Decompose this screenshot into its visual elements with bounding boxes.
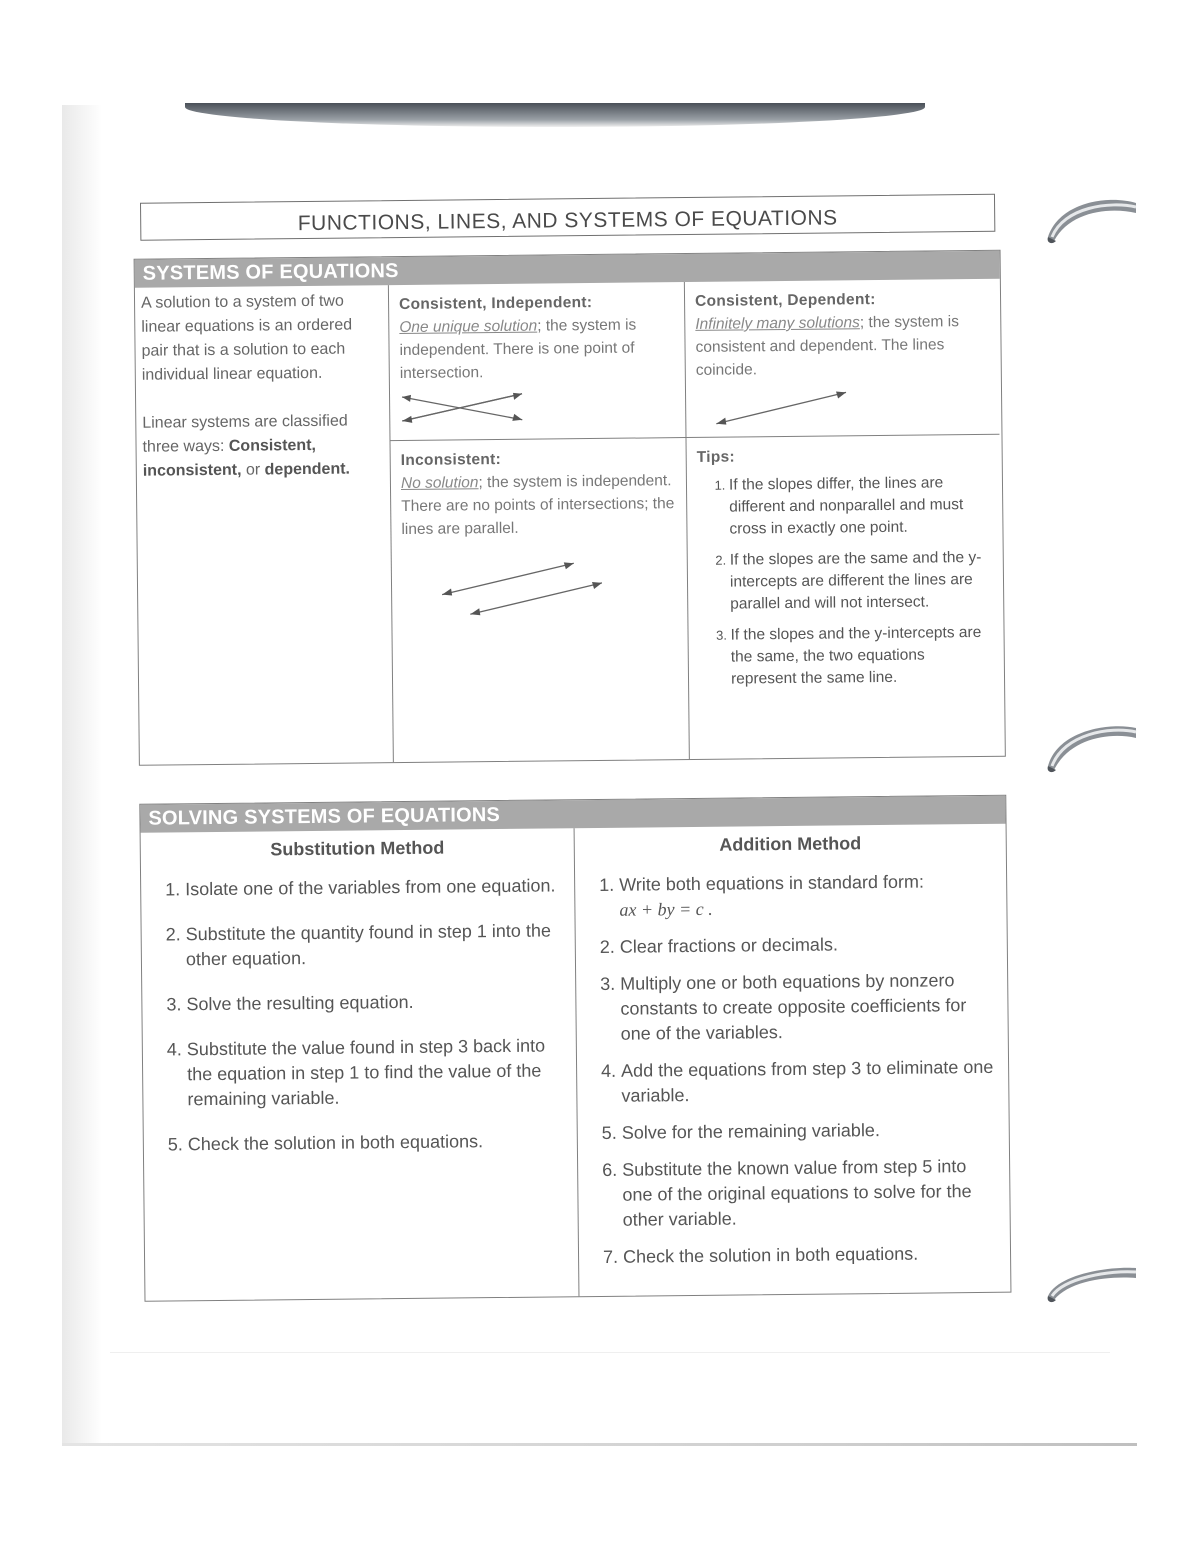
step-item: 5. Solve for the remaining variable.	[622, 1117, 997, 1146]
step-item: 6. Substitute the known value from step 5 into one of the original equations to solve for the other variable.	[622, 1154, 998, 1233]
addition-method-column	[574, 824, 1011, 1296]
tips-cell	[685, 434, 1002, 759]
substitution-steps	[153, 873, 565, 1157]
solving-systems-section	[139, 795, 1011, 1302]
substitution-method-column	[141, 828, 579, 1301]
underlined-term: No solution	[400, 474, 479, 493]
cell-text	[695, 310, 989, 382]
underlined-term: One unique solution	[399, 317, 538, 337]
consistent-independent-cell	[388, 282, 686, 440]
binder-top-edge	[185, 103, 925, 127]
cell-header: Consistent, Independent:	[398, 294, 593, 314]
underlined-term: Infinitely many solutions	[695, 314, 860, 333]
classification-bold: Consistent, inconsistent,	[142, 436, 317, 480]
cell-description: ; the system is independent. There is one point of intersection.	[399, 316, 637, 383]
faint-rule	[110, 1352, 1110, 1353]
cell-header: Consistent, Dependent:	[694, 291, 876, 310]
method-title: Addition Method	[719, 833, 862, 855]
classification-dependent: dependent.	[264, 460, 351, 479]
coinciding-lines-icon	[696, 386, 856, 428]
step-item: 5. Check the solution in both equations.	[188, 1128, 565, 1157]
solution-definition: A solution to a system of two linear equations is an ordered pair that is a solution to each individual linear equation.	[140, 292, 353, 384]
tip-item: 3. If the slopes and the y-intercepts are the same, the two equations represent the same line.	[730, 622, 992, 691]
step-item: 2. Clear fractions or decimals.	[620, 931, 995, 960]
page-title: FUNCTIONS, LINES, AND SYSTEMS OF EQUATIONS	[140, 194, 995, 241]
tips-header: Tips:	[696, 448, 736, 466]
standard-form-equation: ax + by = c .	[619, 898, 713, 920]
intersecting-lines-icon	[400, 389, 550, 427]
binder-ring-icon	[1040, 720, 1140, 776]
worksheet	[115, 194, 1011, 1302]
step-item: 7. Check the solution in both equations.	[623, 1241, 998, 1270]
cell-description: ; the system is consistent and dependent. The lines coincide.	[695, 313, 960, 379]
classification-prefix: Linear systems are classified three ways:	[142, 412, 348, 456]
step-item: 4. Substitute the value found in step 3 back into the equation in step 1 to find the value of the remaining variable.	[187, 1033, 565, 1112]
section-heading: SYSTEMS OF EQUATIONS	[135, 251, 1000, 288]
addition-steps	[587, 869, 998, 1270]
systems-of-equations-section	[134, 250, 1006, 766]
cell-header: Inconsistent:	[400, 450, 502, 470]
step-item: 3. Solve the resulting equation.	[186, 988, 563, 1017]
parallel-lines-icon	[402, 553, 603, 625]
consistent-dependent-cell	[684, 279, 1000, 437]
classification-or: or	[241, 461, 265, 479]
method-title: Substitution Method	[270, 837, 445, 860]
tips-list	[697, 472, 992, 691]
definition-column	[135, 285, 393, 765]
section-heading: SOLVING SYSTEMS OF EQUATIONS	[140, 796, 1005, 833]
cell-text	[399, 313, 675, 385]
binder-ring-icon	[1040, 1262, 1140, 1318]
step-item	[619, 869, 995, 923]
step-text: Write both equations in standard form:	[619, 871, 925, 895]
step-item: 2. Substitute the quantity found in step 1 into the other equation.	[186, 918, 564, 972]
page-bottom-edge	[62, 1443, 1137, 1446]
cell-text	[401, 469, 677, 541]
inconsistent-cell	[389, 437, 688, 762]
classification-text	[142, 409, 384, 484]
tip-item: 1. If the slopes differ, the lines are different and nonparallel and must cross in exactly one point.	[729, 472, 991, 541]
tip-item: 2. If the slopes are the same and the y-intercepts are different the lines are parallel and will not intersect.	[730, 547, 992, 616]
step-item: 1. Isolate one of the variables from one equation.	[185, 873, 562, 902]
binder-ring-icon	[1040, 193, 1140, 249]
page-edge-shadow	[62, 105, 102, 1445]
step-item: 4. Add the equations from step 3 to eliminate one variable.	[621, 1055, 997, 1109]
cell-description: ; the system is independent. There are no points of intersections; the lines are parallel.	[401, 472, 675, 539]
step-item: 3. Multiply one or both equations by nonzero constants to create opposite coefficients for one of the variables.	[620, 968, 996, 1047]
